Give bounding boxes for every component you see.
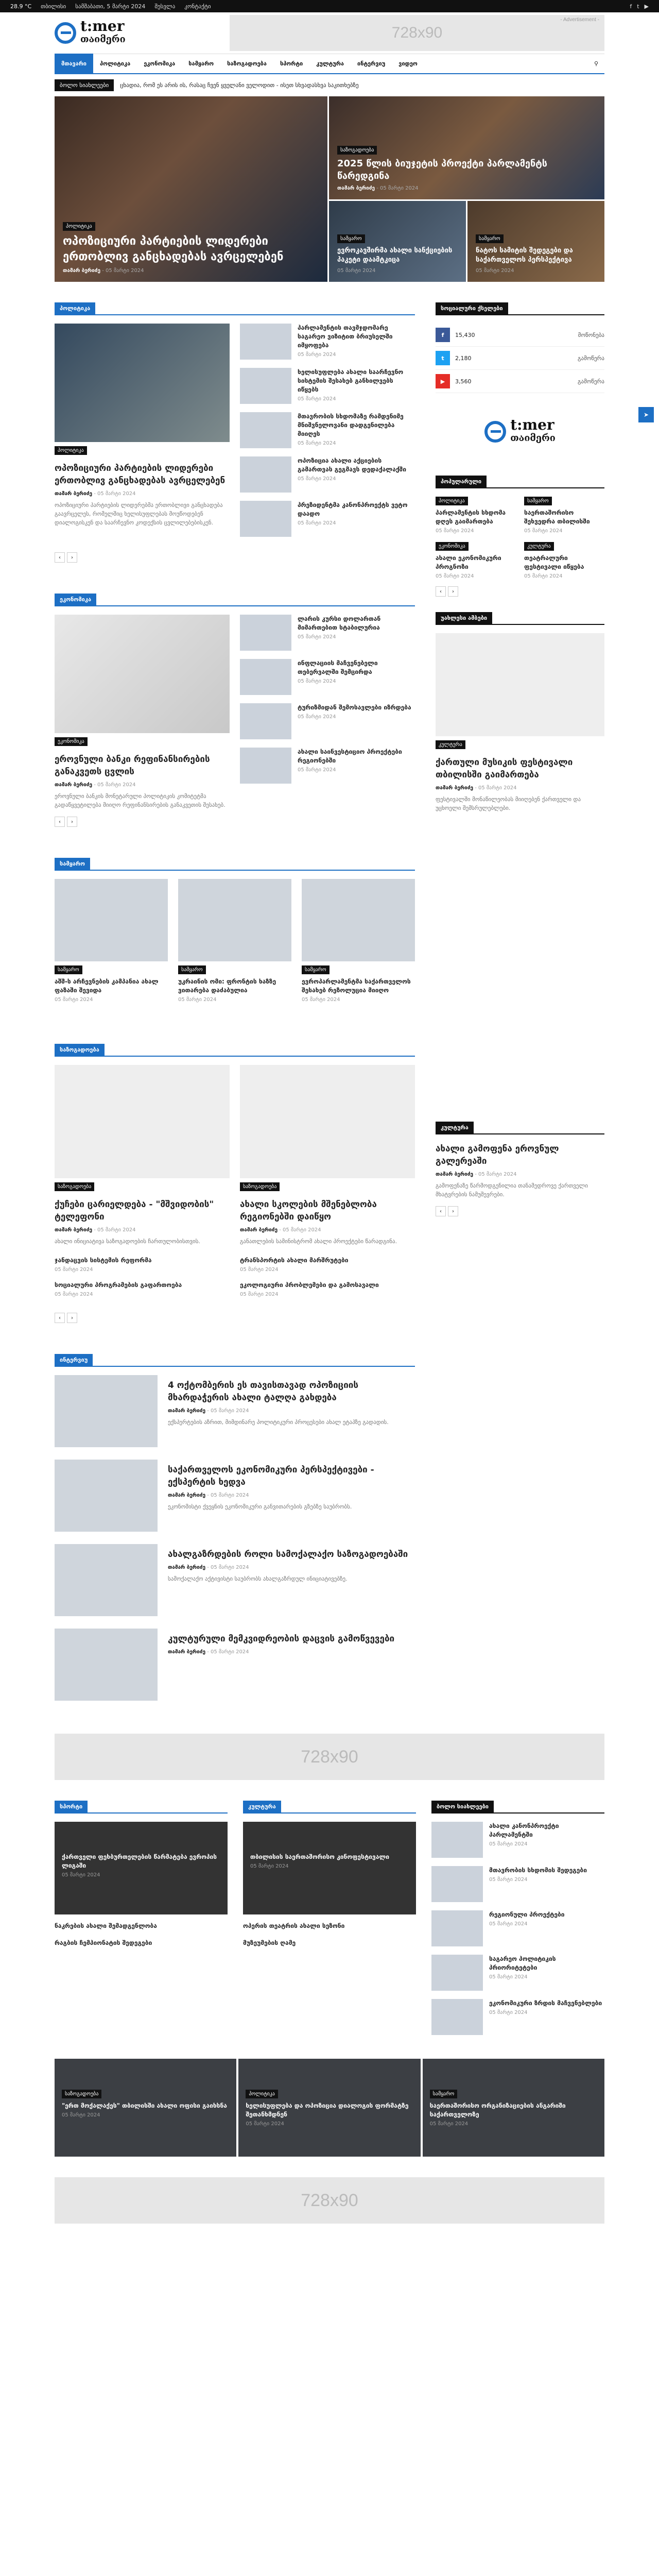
youtube-icon[interactable]: ▶ xyxy=(644,3,649,10)
society-block: საზოგადოება საზოგადოება ქუჩები ცარიელდება - "მშვიდობის" ტელეფონი თამარ ბერიძე - 05 მარტი 2024 ახალი ინიციატივა საზოგადოების ჩართულობისთვის. ჯანდაცვის სისტემის რეფორმა 05 მარტი 2024 სოციალური პროგრამების გაფართოება 05 მარტი 2024 საზოგადოება ახალი სკოლების მშენებლობა რეგიონებში დაიწყო თამარ ბერიძე - 05 მარტი 2024 განათლების სამინისტრომ ახალი პროექტები წარადგინა. ტრანსპორტის ახალი მარშრუტები 05 მარტი 2024 ეკოლოგიური პრობლემები და გამოსავალი 05 მარტი 2024 ‹ › xyxy=(55,1044,415,1323)
main-nav xyxy=(55,54,604,74)
article-title[interactable]: ოპოზიცია ახალი აქციების გამართვას გეგმავს დედაქალაქში xyxy=(298,457,406,473)
search-icon[interactable]: ⚲ xyxy=(594,60,598,67)
popular-item[interactable] xyxy=(436,497,516,534)
thumbnail[interactable] xyxy=(240,456,291,493)
nav-item[interactable]: კულტურა xyxy=(316,60,344,67)
ticker-text[interactable]: ცხადია, რომ ეს არის ის, რასაც ჩვენ ყველანი ველოდით - ისეთ სხვადასხვა საკითხებზე xyxy=(120,82,359,89)
article-title[interactable]: "ერთ მოქალაქეს" თბილისში ახალი ოფისი გაიხსნა xyxy=(62,2102,227,2109)
culture-widget: კულტურა ახალი გამოფენა ეროვნულ გალერეაში თამარ ბერიძე - 05 მარტი 2024 გამოფენაზე წარმოდგენილია თანამედროვე ქართველი მხატვრების ნამუშევრები. ‹ › xyxy=(436,1122,604,1216)
list-item[interactable] xyxy=(55,1939,228,1947)
ad-size: 728x90 xyxy=(301,1747,358,1767)
article-title[interactable]: უკრაინის ომი: ფრონტის ხაზზე ვითარება დაძაბულია xyxy=(178,978,276,994)
article-title[interactable]: ხელისუფლება და ოპოზიცია დიალოგის ფორმატზე შეთანხმდნენ xyxy=(246,2102,409,2118)
category-badge[interactable]: საზოგადოება xyxy=(55,1182,94,1191)
popular-widget xyxy=(436,476,604,597)
article-title[interactable]: ოპოზიციური პარტიების ლიდერები ერთობლივ განცხადებას ავრცელებენ xyxy=(55,463,226,486)
article-title[interactable]: მთავრობის სხდომის შედეგები xyxy=(489,1867,587,1874)
share-icon[interactable]: ➤ xyxy=(638,407,654,422)
pager xyxy=(436,586,604,597)
social-action[interactable]: გამოწერა xyxy=(578,354,604,362)
list-item[interactable] xyxy=(240,615,415,651)
list-item[interactable] xyxy=(240,1256,415,1273)
author[interactable]: თამარ ბერიძე xyxy=(337,185,375,191)
hero-title[interactable]: ევროკავშირმა ახალი სანქციების პაკეტი დაამტკიცა xyxy=(337,247,453,264)
date: 05 მარტი 2024 xyxy=(62,2112,100,2118)
footer-featured xyxy=(55,2059,604,2157)
article-title[interactable]: ტრანსპორტის ახალი მარშრუტები xyxy=(240,1257,349,1264)
youtube-icon: ▶ xyxy=(436,374,450,388)
article-title[interactable]: 4 ოქტომბერის ეს თავისთავად ოპოზიციის მხარდაჭერის ახალი ტალღა გახდება xyxy=(168,1380,359,1403)
hero-main[interactable]: პოლიტიკა ოპოზიციური პარტიების ლიდერები ერთობლივ განცხადებას ავრცელებენ თამარ ბერიძე - 05 მარტი 2024 xyxy=(55,96,327,282)
article-title[interactable]: ეკოლოგიური პრობლემები და გამოსავალი xyxy=(240,1281,379,1289)
pager xyxy=(55,1313,415,1323)
widget-header: კულტურა xyxy=(436,1122,474,1133)
pager xyxy=(436,1206,604,1216)
article-title[interactable]: საგარეო პოლიტიკის პრიორიტეტები xyxy=(489,1955,556,1971)
category-badge[interactable]: კულტურა xyxy=(524,542,554,551)
thumbnail[interactable] xyxy=(240,368,291,404)
date: 05 მარტი 2024 xyxy=(97,782,136,788)
culture-column xyxy=(243,1801,416,2043)
footer-card[interactable] xyxy=(238,2059,420,2157)
feature-card[interactable] xyxy=(55,1822,228,1914)
logo[interactable] xyxy=(55,20,126,46)
article-title[interactable]: აშშ-ს არჩევნების კამპანია ახალ ფაზაში შევიდა xyxy=(55,978,159,994)
nav-item[interactable]: სამყარო xyxy=(188,60,214,67)
city: თბილისი xyxy=(41,3,66,10)
date: 05 მარტი 2024 xyxy=(298,396,336,402)
hero-title[interactable]: ნატოს სამიტის შედეგები და საქართველოს პერსპექტივა xyxy=(476,247,573,264)
list-item[interactable] xyxy=(240,324,415,360)
date: 05 მარტი 2024 xyxy=(97,1227,136,1233)
widget-header: უახლესი ამბები xyxy=(436,612,492,624)
list-item[interactable] xyxy=(240,501,415,537)
twitter-icon[interactable]: t xyxy=(637,3,639,10)
article-title[interactable]: რაგბის ჩემპიონატის შედეგები xyxy=(55,1939,152,1946)
date: 05 მარტი 2024 xyxy=(240,1267,279,1273)
social-widget xyxy=(436,302,604,460)
article-title[interactable]: ქართველი ფეხბურთელების წარმატება ევროპის ლიგაში xyxy=(62,1853,217,1869)
thumbnail[interactable] xyxy=(431,1999,483,2035)
social-action[interactable]: გამოწერა xyxy=(578,378,604,385)
interview-item[interactable]: კულტურული მემკვიდრეობის დაცვის გამოწვევები თამარ ბერიძე - 05 მარტი 2024 xyxy=(55,1629,415,1701)
thumbnail[interactable] xyxy=(431,1955,483,1991)
list-item[interactable] xyxy=(243,1922,416,1930)
logo-line2: თაიმერი xyxy=(510,433,556,444)
social-count: 2,180 xyxy=(455,354,472,362)
date: 05 მარტი 2024 xyxy=(240,1292,279,1297)
date: 05 მარტი 2024 xyxy=(478,1172,517,1177)
thumbnail[interactable] xyxy=(431,1910,483,1946)
article-title[interactable]: ლარის კურსი დოლართან მიმართებით სტაბილურია xyxy=(298,615,381,631)
article-title[interactable]: მთავრობის სხდომაზე რამდენიმე მნიშვნელოვანი დადგენილება მიიღეს xyxy=(298,413,404,437)
article-title[interactable]: ეროვნული ბანკი რეფინანსირების განაკვეთს ცვლის xyxy=(55,754,210,777)
category-badge[interactable]: ეკონომიკა xyxy=(55,737,88,746)
date: 05 მარტი 2024 xyxy=(489,1974,528,1980)
prev-icon[interactable]: ‹ xyxy=(55,552,65,563)
list-item[interactable] xyxy=(431,1910,604,1946)
nav-item[interactable]: სპორტი xyxy=(280,60,303,67)
date: 05 მარტი 2024 xyxy=(298,520,336,526)
list-item[interactable] xyxy=(240,748,415,784)
date: 05 მარტი 2024 xyxy=(524,573,563,579)
article-title[interactable]: საქართველოს ეკონომიკური პერსპექტივები - ექსპერტის ხედვა xyxy=(168,1465,374,1487)
widget-header: სოციალური ქსელები xyxy=(436,302,508,314)
politics-block: პოლიტიკა პოლიტიკა ოპოზიციური პარტიების ლიდერები ერთობლივ განცხადებას ავრცელებენ თამარ ბერიძე - 05 მარტი 2024 ოპოზიციური პარტიების ლიდერებმა ერთობლივი განცხადება გაავრცელეს, რომელშიც ხელისუფლებას მოუწოდებენ დიალოგისკენ და საარჩევნო კოდექსის ცვლილებებისკენ. პარლამენტის თავმჯდომარე საგარეო ვიზიტით ბრიუსელში იმყოფება 05 მარტი 2024 ხელისუფლება ახალი საარჩევნო სისტემის შესახებ განხილვებს იწყებს 05 მარტი 2024 მთავრობის სხდომაზე რამდენიმე მნიშვნელოვანი დადგენილება მიიღეს 05 მარტი 2024 ოპოზიცია ახალი აქციების გამართვას გეგმავს დედაქალაქში 05 მარტი 2024 პრეზიდენტმა კანონპროექტს ვეტო დაადო 05 მარტი 2024 ‹ › xyxy=(55,302,415,563)
date: 05 მარტი 2024 xyxy=(211,1565,249,1570)
popular-item[interactable] xyxy=(436,542,516,579)
category-badge[interactable]: ეკონომიკა xyxy=(436,542,469,551)
nav-item[interactable]: ვიდეო xyxy=(398,60,418,67)
widget-header: პოპულარული xyxy=(436,476,487,487)
thumbnail[interactable] xyxy=(240,615,291,651)
list-item[interactable] xyxy=(431,1822,604,1858)
date: 05 მარტი 2024 xyxy=(298,352,336,358)
date: 05 მარტი 2024 xyxy=(62,1872,100,1878)
date: 05 მარტი 2024 xyxy=(211,1408,249,1414)
ad-label: - Advertisement - xyxy=(560,17,599,23)
article-title[interactable]: საერთაშორისო ორგანიზაციების ანგარიში საქართველოზე xyxy=(429,2102,566,2118)
sport-column xyxy=(55,1801,228,2043)
article-title[interactable]: ნაკრების ახალი შემადგენლობა xyxy=(55,1922,157,1929)
article-image[interactable] xyxy=(302,879,415,961)
date: 05 მარტი 2024 xyxy=(524,528,563,534)
thumbnail[interactable] xyxy=(240,748,291,784)
facebook-icon: f xyxy=(436,328,450,342)
article-title[interactable]: თეატრალური ფესტივალი იწყება xyxy=(524,554,584,570)
article-title[interactable]: თბილისის საერთაშორისო კინოფესტივალი xyxy=(250,1853,390,1860)
excerpt: ოპოზიციური პარტიების ლიდერებმა ერთობლივი განცხადება გაავრცელეს, რომელშიც ხელისუფლებას მოუწოდებენ დიალოგისკენ და საარჩევნო კოდექსის ცვლილებებისკენ. xyxy=(55,502,223,526)
date: 05 მარტი 2024 xyxy=(436,528,474,534)
author[interactable]: თამარ ბერიძე xyxy=(436,785,474,791)
date: 05 მარტი 2024 xyxy=(380,185,419,191)
economy-block: ეკონომიკა ეკონომიკა ეროვნული ბანკი რეფინანსირების განაკვეთს ცვლის თამარ ბერიძე - 05 მარტი 2024 ეროვნული ბანკის მონეტარული პოლიტიკის კომიტეტმა გადაწყვეტილება მიიღო რეფინანსირების განაკვეთის შესახებ. ლარის კურსი დოლართან მიმართებით სტაბილურია 05 მარტი 2024 ინფლაციის მაჩვენებელი თებერვალში შემცირდა 05 მარტი 2024 ტურიზმიდან შემოსავლები იზრდება 05 მარტი 2024 ახალი საინვესტიციო პროექტები რეგიონებში 05 მარტი 2024 ‹ › xyxy=(55,594,415,827)
list-item[interactable] xyxy=(240,412,415,448)
article-image[interactable] xyxy=(55,1629,158,1701)
header xyxy=(55,12,604,54)
date: 05 მარტი 2024 xyxy=(302,997,340,1003)
date: 05 მარტი 2024 xyxy=(478,785,517,791)
article-title[interactable]: პარლამენტის თავმჯდომარე საგარეო ვიზიტით ბრიუსელში იმყოფება xyxy=(298,324,393,349)
article-title[interactable]: მუზეუმების ღამე xyxy=(243,1939,296,1946)
category-badge[interactable]: სამყარო xyxy=(430,2090,458,2098)
list-item[interactable] xyxy=(431,1955,604,1991)
category-badge[interactable]: სამყარო xyxy=(337,234,365,243)
category-badge[interactable]: პოლიტიკა xyxy=(63,222,95,231)
date: 05 მარტი 2024 xyxy=(178,997,217,1003)
nav-item[interactable]: ეკონომიკა xyxy=(144,60,176,67)
footer-ad[interactable] xyxy=(55,2177,604,2224)
excerpt: გამოფენაზე წარმოდგენილია თანამედროვე ქართველი მხატვრების ნამუშევრები. xyxy=(436,1182,588,1198)
bottom-sections xyxy=(55,1801,604,2043)
nav-item[interactable]: პოლიტიკა xyxy=(100,60,131,67)
excerpt: განათლების სამინისტრომ ახალი პროექტები წარადგინა. xyxy=(240,1238,397,1245)
article-title[interactable]: ინფლაციის მაჩვენებელი თებერვალში შემცირდა xyxy=(298,659,378,675)
prev-icon[interactable]: ‹ xyxy=(55,817,65,827)
article-title[interactable]: ახალი გამოფენა ეროვნულ გალერეაში xyxy=(436,1144,559,1166)
list-item[interactable] xyxy=(240,659,415,695)
news-ticker xyxy=(55,79,604,91)
thumbnail[interactable] xyxy=(240,659,291,695)
article-title[interactable]: პრეზიდენტმა კანონპროექტს ვეტო დაადო xyxy=(298,501,408,517)
ad-size: 728x90 xyxy=(301,2190,358,2210)
sidebar-logo xyxy=(436,403,604,460)
article-title[interactable]: ტურიზმიდან შემოსავლები იზრდება xyxy=(298,704,411,711)
interview-item[interactable]: საქართველოს ეკონომიკური პერსპექტივები - ექსპერტის ხედვა თამარ ბერიძე - 05 მარტი 2024 ეკონომისტი ქვეყნის ეკონომიკური განვითარების გზებზე საუბრობს. xyxy=(55,1460,415,1532)
content-area xyxy=(55,287,604,1713)
article-title[interactable]: ახალი ეკონომიკური პროგნოზი xyxy=(436,554,501,570)
logo-line1: t:mer xyxy=(80,18,125,35)
article-title[interactable]: პარლამენტის სხდომა დღეს გაიმართება xyxy=(436,509,506,525)
top-social xyxy=(630,3,649,10)
next-icon[interactable]: › xyxy=(67,552,77,563)
list-item[interactable] xyxy=(55,1922,228,1930)
date: 05 მარტი 2024 xyxy=(298,634,336,640)
excerpt: ახალი ინიციატივა საზოგადოების ჩართულობისთვის. xyxy=(55,1238,200,1245)
social-action[interactable]: მოწონება xyxy=(578,331,604,338)
author[interactable]: თამარ ბერიძე xyxy=(168,1649,206,1655)
date: 05 მარტი 2024 xyxy=(489,1877,528,1883)
article-image[interactable] xyxy=(178,879,291,961)
date: 05 მარტი 2024 xyxy=(298,767,336,773)
footer-card[interactable] xyxy=(423,2059,604,2157)
date: 05 მარტი 2024 xyxy=(489,1841,528,1847)
thumbnail[interactable] xyxy=(431,1866,483,1902)
logo-line1: t:mer xyxy=(510,416,554,433)
world-item[interactable] xyxy=(178,879,291,1003)
sidebar xyxy=(436,287,604,1713)
category-badge[interactable]: სამყარო xyxy=(476,234,504,243)
social-row[interactable] xyxy=(436,370,604,393)
ticker-tag: ბოლო სიახლეები xyxy=(55,79,114,91)
article-image[interactable] xyxy=(55,1544,158,1616)
hero-title[interactable]: 2025 წლის ბიუჯეტის პროექტი პარლამენტს წარედგინა xyxy=(337,158,548,181)
main-column xyxy=(55,287,415,1713)
list-item[interactable] xyxy=(243,1939,416,1947)
article-image[interactable] xyxy=(55,879,168,961)
article-title[interactable]: ახალი სკოლების მშენებლობა რეგიონებში დაიწყო xyxy=(240,1199,377,1222)
article-title[interactable]: საერთაშორისო შეხვედრა თბილისში xyxy=(524,509,590,525)
category-badge[interactable]: სამყარო xyxy=(302,965,330,974)
date: 05 მარტი 2024 xyxy=(429,2121,469,2127)
hero-secondary[interactable]: საზოგადოება 2025 წლის ბიუჯეტის პროექტი პარლამენტს წარედგინა თამარ ბერიძე - 05 მარტი 2024 xyxy=(329,96,604,199)
category-badge[interactable]: კულტურა xyxy=(436,740,465,749)
thumbnail[interactable] xyxy=(240,703,291,739)
hero-title[interactable]: ოპოზიციური პარტიების ლიდერები ერთობლივ განცხადებას ავრცელებენ xyxy=(63,235,284,263)
article-title[interactable]: ევროპარლამენტმა საქართველოს შესახებ რეზოლუცია მიიღო xyxy=(302,978,411,994)
author[interactable]: თამარ ბერიძე xyxy=(168,1408,206,1414)
list-item[interactable] xyxy=(240,456,415,493)
category-badge[interactable]: სამყარო xyxy=(524,497,552,505)
logo-line2: თაიმერი xyxy=(80,34,126,45)
category-badge[interactable]: საზოგადოება xyxy=(337,146,377,155)
excerpt: სამოქალაქო აქტივისტი საუბრობს ახალგაზრდულ ინიციატივებზე. xyxy=(168,1575,348,1582)
article-title[interactable]: ახალგაზრდების როლი სამოქალაქო საზოგადოებაში xyxy=(168,1549,408,1560)
block-header[interactable]: პოლიტიკა xyxy=(55,302,95,314)
date: 05 მარტი 2024 xyxy=(489,2010,528,2015)
date: 05 მარტი 2024 xyxy=(298,476,336,482)
prev-icon[interactable]: ‹ xyxy=(436,1206,446,1216)
list-item[interactable] xyxy=(240,1281,415,1297)
nav-item[interactable]: საზოგადოება xyxy=(227,60,267,67)
block-header[interactable]: სამყარო xyxy=(55,858,90,870)
article-image[interactable] xyxy=(436,633,604,736)
block-header[interactable]: სპორტი xyxy=(55,1801,88,1812)
popular-item[interactable] xyxy=(524,497,604,534)
excerpt: ექსპერტების აზრით, მიმდინარე პოლიტიკური პროცესები ახალ ეტაპზე გადადის. xyxy=(168,1419,389,1426)
prev-icon[interactable]: ‹ xyxy=(436,586,446,597)
author[interactable]: თამარ ბერიძე xyxy=(55,491,93,497)
article-image[interactable] xyxy=(55,1375,158,1447)
social-row[interactable] xyxy=(436,324,604,347)
block-header[interactable]: ინტერვიუ xyxy=(55,1354,93,1366)
category-badge[interactable]: სამყარო xyxy=(178,965,206,974)
thumbnail[interactable] xyxy=(240,501,291,537)
hero-tile[interactable] xyxy=(467,201,604,282)
logo-mark-icon xyxy=(55,22,76,44)
article-title[interactable]: კულტურული მემკვიდრეობის დაცვის გამოწვევები xyxy=(168,1634,395,1644)
date: 05 მარტი 2024 xyxy=(55,997,93,1003)
logo-mark-icon xyxy=(484,421,506,443)
nav-item[interactable]: მთავარი xyxy=(55,54,93,74)
hero-grid xyxy=(55,96,604,282)
article-title[interactable]: ოპერის თეატრის ახალი სეზონი xyxy=(243,1922,345,1929)
article-title[interactable]: ახალი საინვესტიციო პროექტები რეგიონებში xyxy=(298,748,402,764)
excerpt: ეროვნული ბანკის მონეტარული პოლიტიკის კომიტეტმა გადაწყვეტილება მიიღო რეფინანსირების განაკვეთის შესახებ. xyxy=(55,793,226,808)
category-badge[interactable]: პოლიტიკა xyxy=(55,446,87,455)
date: სამშაბათი, 5 მარტი 2024 xyxy=(75,3,146,10)
twitter-icon: t xyxy=(436,351,450,365)
feature-card[interactable] xyxy=(243,1822,416,1914)
category-badge[interactable]: სამყარო xyxy=(55,965,82,974)
interview-item[interactable]: ახალგაზრდების როლი სამოქალაქო საზოგადოებაში თამარ ბერიძე - 05 მარტი 2024 სამოქალაქო აქტივისტი საუბრობს ახალგაზრდულ ინიციატივებზე. xyxy=(55,1544,415,1616)
date: 05 მარტი 2024 xyxy=(476,268,514,274)
block-header[interactable]: ეკონომიკა xyxy=(55,594,96,605)
category-badge[interactable]: პოლიტიკა xyxy=(436,497,468,505)
thumbnail[interactable] xyxy=(240,324,291,360)
next-icon[interactable]: › xyxy=(448,1206,458,1216)
prev-icon[interactable]: ‹ xyxy=(55,1313,65,1323)
author[interactable]: თამარ ბერიძე xyxy=(63,268,101,274)
list-item[interactable] xyxy=(55,1281,230,1297)
world-item[interactable] xyxy=(302,879,415,1003)
block-header[interactable]: საზოგადოება xyxy=(55,1044,105,1056)
article-image[interactable] xyxy=(55,1460,158,1532)
latest-widget: უახლესი ამბები კულტურა ქართული მუსიკის ფესტივალი თბილისში გაიმართება თამარ ბერიძე - 05 მარტი 2024 ფესტივალში მონაწილეობას მიიღებენ ქართველი და უცხოელი შემსრულებლები. xyxy=(436,612,604,812)
social-count: 15,430 xyxy=(455,331,475,338)
thumbnail[interactable] xyxy=(240,412,291,448)
block-header[interactable]: ბოლო სიახლეები xyxy=(431,1801,494,1812)
date: 05 მარტი 2024 xyxy=(211,1493,249,1498)
hero-tile[interactable] xyxy=(329,201,466,282)
ad-size: 728x90 xyxy=(391,24,443,41)
date: 05 მარტი 2024 xyxy=(246,2121,284,2127)
article-image[interactable] xyxy=(55,324,230,442)
nav-item[interactable]: ინტერვიუ xyxy=(357,60,386,67)
interview-item[interactable]: 4 ოქტომბერის ეს თავისთავად ოპოზიციის მხარდაჭერის ახალი ტალღა გახდება თამარ ბერიძე - 05 მარტი 2024 ექსპერტების აზრით, მიმდინარე პოლიტიკური პროცესები ახალ ეტაპზე გადადის. xyxy=(55,1375,415,1447)
article-title[interactable]: ჯანდაცვის სისტემის რეფორმა xyxy=(55,1257,152,1264)
date: 05 მარტი 2024 xyxy=(97,491,136,497)
article-image[interactable] xyxy=(55,1065,230,1178)
date: 05 მარტი 2024 xyxy=(337,268,376,274)
author[interactable]: თამარ ბერიძე xyxy=(55,782,93,788)
world-block xyxy=(55,858,415,1003)
date: 05 მარტი 2024 xyxy=(489,1921,528,1927)
next-icon[interactable]: › xyxy=(67,817,77,827)
article-title[interactable]: ხელისუფლება ახალი საარჩევნო სისტემის შესახებ განხილვებს იწყებს xyxy=(298,368,404,393)
popular-item[interactable] xyxy=(524,542,604,579)
article-title[interactable]: ეკონომიკური ზრდის მაჩვენებლები xyxy=(489,1999,602,2007)
article-image[interactable] xyxy=(55,615,230,733)
list-item[interactable] xyxy=(55,1256,230,1273)
list-item[interactable] xyxy=(431,1999,604,2035)
pager xyxy=(55,552,415,563)
article-title[interactable]: ახალი კანონპროექტი პარლამენტში xyxy=(489,1822,559,1838)
next-icon[interactable]: › xyxy=(448,586,458,597)
footer-card[interactable] xyxy=(55,2059,236,2157)
social-count: 3,560 xyxy=(455,378,472,385)
date: 05 მარტი 2024 xyxy=(55,1292,93,1297)
article-title[interactable]: რეგიონული პროექტები xyxy=(489,1911,565,1918)
date: 05 მარტი 2024 xyxy=(283,1227,321,1233)
author[interactable]: თამარ ბერიძე xyxy=(436,1172,474,1177)
excerpt: ეკონომისტი ქვეყნის ეკონომიკური განვითარების გზებზე საუბრობს. xyxy=(168,1503,352,1510)
category-badge[interactable]: პოლიტიკა xyxy=(246,2090,278,2098)
date: 05 მარტი 2024 xyxy=(250,1863,289,1869)
mid-ad[interactable] xyxy=(55,1734,604,1780)
login-link[interactable]: შესვლა xyxy=(154,3,176,10)
interview-block xyxy=(55,1354,415,1701)
next-icon[interactable]: › xyxy=(67,1313,77,1323)
block-header[interactable]: კულტურა xyxy=(243,1801,281,1812)
author[interactable]: თამარ ბერიძე xyxy=(168,1565,206,1570)
list-item[interactable] xyxy=(240,703,415,739)
author[interactable]: თამარ ბერიძე xyxy=(168,1493,206,1498)
author[interactable]: თამარ ბერიძე xyxy=(55,1227,93,1233)
date: 05 მარტი 2024 xyxy=(436,573,474,579)
excerpt: ფესტივალში მონაწილეობას მიიღებენ ქართველი და უცხოელი შემსრულებლები. xyxy=(436,796,581,811)
article-image[interactable] xyxy=(240,1065,415,1178)
facebook-icon[interactable]: f xyxy=(630,3,632,10)
list-item[interactable] xyxy=(431,1866,604,1902)
date: 05 მარტი 2024 xyxy=(298,440,336,446)
thumbnail[interactable] xyxy=(431,1822,483,1858)
author[interactable]: თამარ ბერიძე xyxy=(240,1227,278,1233)
date: 05 მარტი 2024 xyxy=(211,1649,249,1655)
date: 05 მარტი 2024 xyxy=(106,268,144,274)
article-title[interactable]: ქართული მუსიკის ფესტივალი თბილისში გაიმართება xyxy=(436,757,573,780)
world-item[interactable] xyxy=(55,879,168,1003)
article-title[interactable]: სოციალური პროგრამების გაფართოება xyxy=(55,1281,182,1289)
article-title[interactable]: ქუჩები ცარიელდება - "მშვიდობის" ტელეფონი xyxy=(55,1199,214,1222)
date: 05 მარტი 2024 xyxy=(298,679,336,684)
latest-column xyxy=(431,1801,604,2043)
date: 05 მარტი 2024 xyxy=(55,1267,93,1273)
category-badge[interactable]: საზოგადოება xyxy=(62,2090,101,2098)
contact-link[interactable]: კონტაქტი xyxy=(184,3,211,10)
pager xyxy=(55,817,415,827)
list-item[interactable] xyxy=(240,368,415,404)
date: 05 მარტი 2024 xyxy=(298,714,336,720)
top-bar xyxy=(0,0,659,12)
header-ad[interactable] xyxy=(230,15,604,51)
weather: 28.9 °C xyxy=(10,3,32,10)
social-row[interactable] xyxy=(436,347,604,370)
category-badge[interactable]: საზოგადოება xyxy=(240,1182,280,1191)
